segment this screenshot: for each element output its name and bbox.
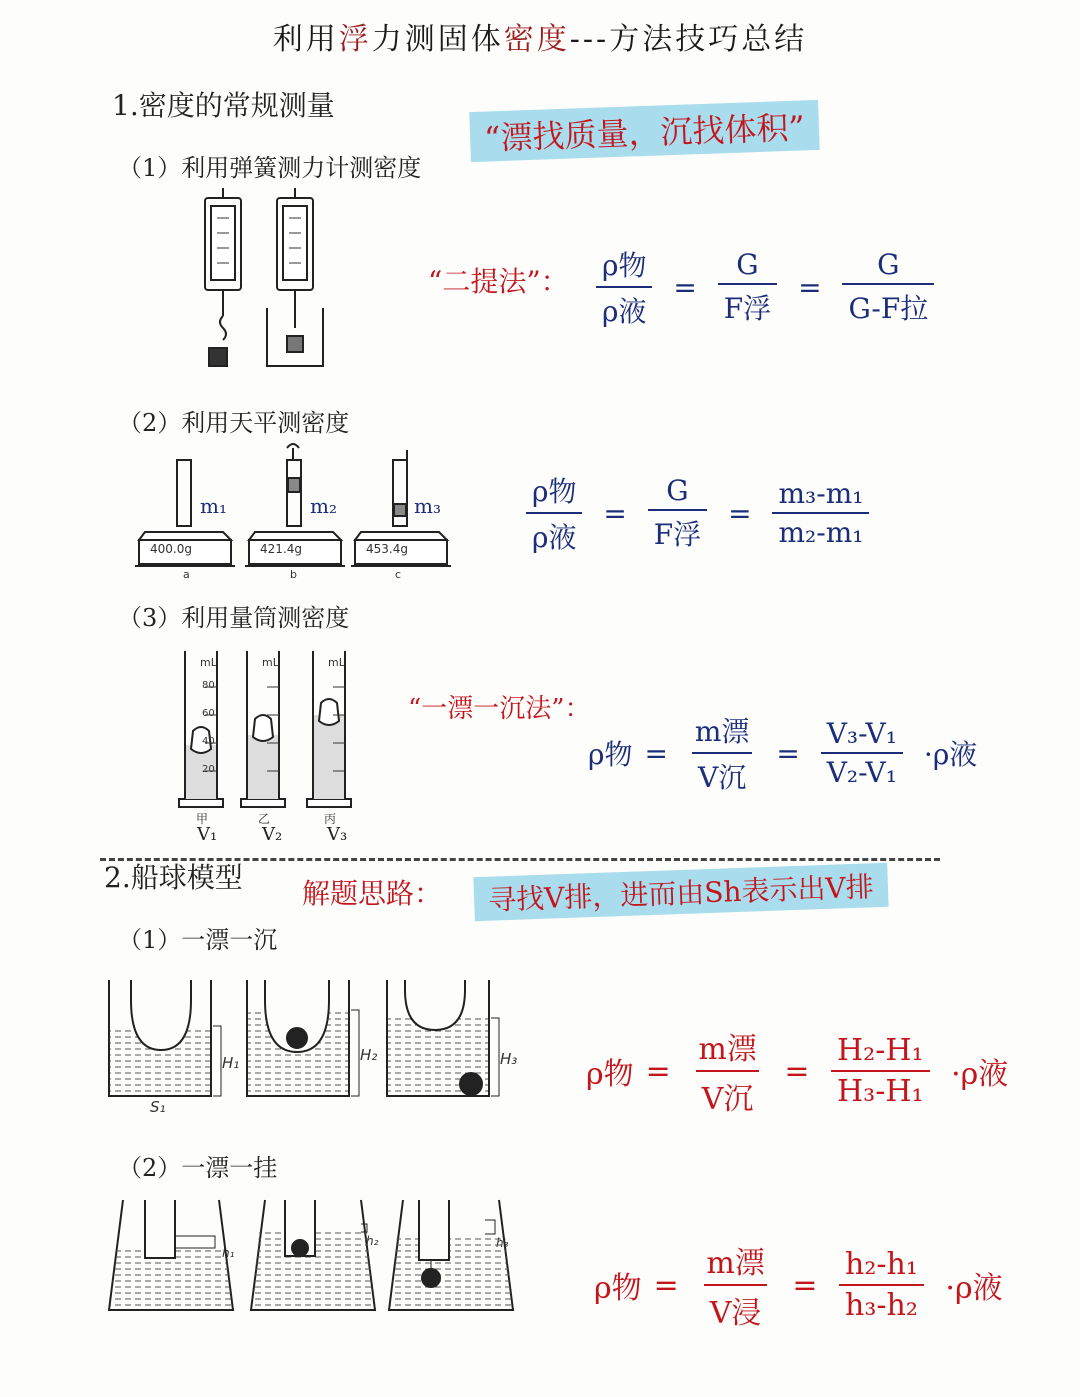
two-lift-method-label: “二提法”：	[428, 265, 569, 298]
cylinder-unit-2: mL	[262, 656, 279, 669]
cylinder-tick-60: 60	[202, 708, 215, 719]
section1-highlight: “漂找质量，沉找体积”	[469, 100, 819, 162]
balance-diagrams	[135, 440, 445, 580]
sub2-heading: （2）利用天平测密度	[118, 409, 350, 437]
boat-label-h2: H₂	[360, 1046, 378, 1064]
float-hang-diagrams	[105, 1200, 505, 1320]
two-lift-formula: $\frac{\text{ρ物}}{\text{ρ液}}$ = $\frac{G}{\text{F浮}}$ = $\frac{G}{\text{G-F拉}}$	[590, 244, 940, 330]
cylinder-formula: ρ物 = $\frac{\text{m漂}}{\text{V沉}}$ = $\frac{\text{V₃-V₁}}{\text{V₂-V₁}}$ ·ρ液	[588, 715, 978, 794]
hang-label-h2: h₂	[366, 1234, 379, 1248]
boat-label-s1: S₁	[150, 1098, 166, 1116]
boat-label-h1: H₁	[222, 1054, 240, 1072]
cylinder-tick-40: 40	[202, 736, 215, 747]
balance-caption-b: b	[290, 568, 297, 581]
cylinder-unit-1: mL	[200, 656, 217, 669]
boat-label-h3: H₃	[500, 1050, 518, 1068]
section1-heading: 1.密度的常规测量	[112, 89, 335, 122]
balance-label-m1: m₁	[200, 494, 227, 518]
balance-label-m2: m₂	[310, 494, 337, 518]
cylinder-unit-3: mL	[328, 656, 345, 669]
balance-label-m3: m₃	[414, 494, 441, 518]
cylinder-volume-v1: V₁	[197, 824, 218, 845]
hang-label-h1: h₁	[222, 1246, 235, 1260]
cylinder-volume-v2: V₂	[262, 824, 283, 845]
balance-caption-c: c	[395, 568, 402, 581]
sub3-heading: （3）利用量筒测密度	[118, 604, 350, 632]
section2-idea-label: 解题思路：	[302, 877, 443, 910]
cylinder-tick-20: 20	[202, 764, 215, 775]
cylinder-volume-v3: V₃	[327, 824, 348, 845]
balance-formula: $\frac{\text{ρ物}}{\text{ρ液}}$ = $\frac{G}{\text{F浮}}$ = $\frac{\text{m₃-m₁}}{\text{m₂-m₁}}$	[520, 470, 875, 556]
section2-idea-text: 寻找V排，进而由Sh表示出V排	[473, 863, 888, 921]
boat-formula: ρ物 = $\frac{\text{m漂}}{\text{V沉}}$ = $\frac{\text{H₂-H₁}}{\text{H₃-H₁}}$ ·ρ液	[586, 1032, 1009, 1117]
float-sink-method-label: “一漂一沉法”：	[408, 694, 591, 724]
sec2-sub2-heading: （2）一漂一挂	[118, 1154, 278, 1182]
page-title: 利用浮力测固体密度---方法技巧总结	[272, 22, 808, 57]
balance-display-b: 421.4g	[260, 542, 302, 556]
sub1-heading: （1）利用弹簧测力计测密度	[118, 154, 422, 182]
hang-formula: ρ物 = $\frac{\text{m漂}}{\text{V浸}}$ = $\frac{\text{h₂-h₁}}{\text{h₃-h₂}}$ ·ρ液	[594, 1246, 1003, 1331]
cylinder-caption-yi: 乙	[258, 812, 271, 826]
sec2-sub1-heading: （1）一漂一沉	[118, 926, 278, 954]
spring-scale-diagrams	[195, 188, 325, 378]
float-sink-boat-diagrams	[105, 980, 525, 1110]
cylinder-caption-bing: 丙	[324, 812, 337, 826]
balance-caption-a: a	[183, 568, 190, 581]
cylinder-caption-jia: 甲	[196, 812, 209, 826]
hang-label-h3: h₃	[496, 1236, 509, 1250]
cylinder-tick-80: 80	[202, 680, 215, 691]
section2-heading: 2.船球模型	[104, 861, 243, 894]
balance-display-a: 400.0g	[150, 542, 192, 556]
measuring-cylinder-diagrams	[175, 645, 365, 815]
balance-display-c: 453.4g	[366, 542, 408, 556]
